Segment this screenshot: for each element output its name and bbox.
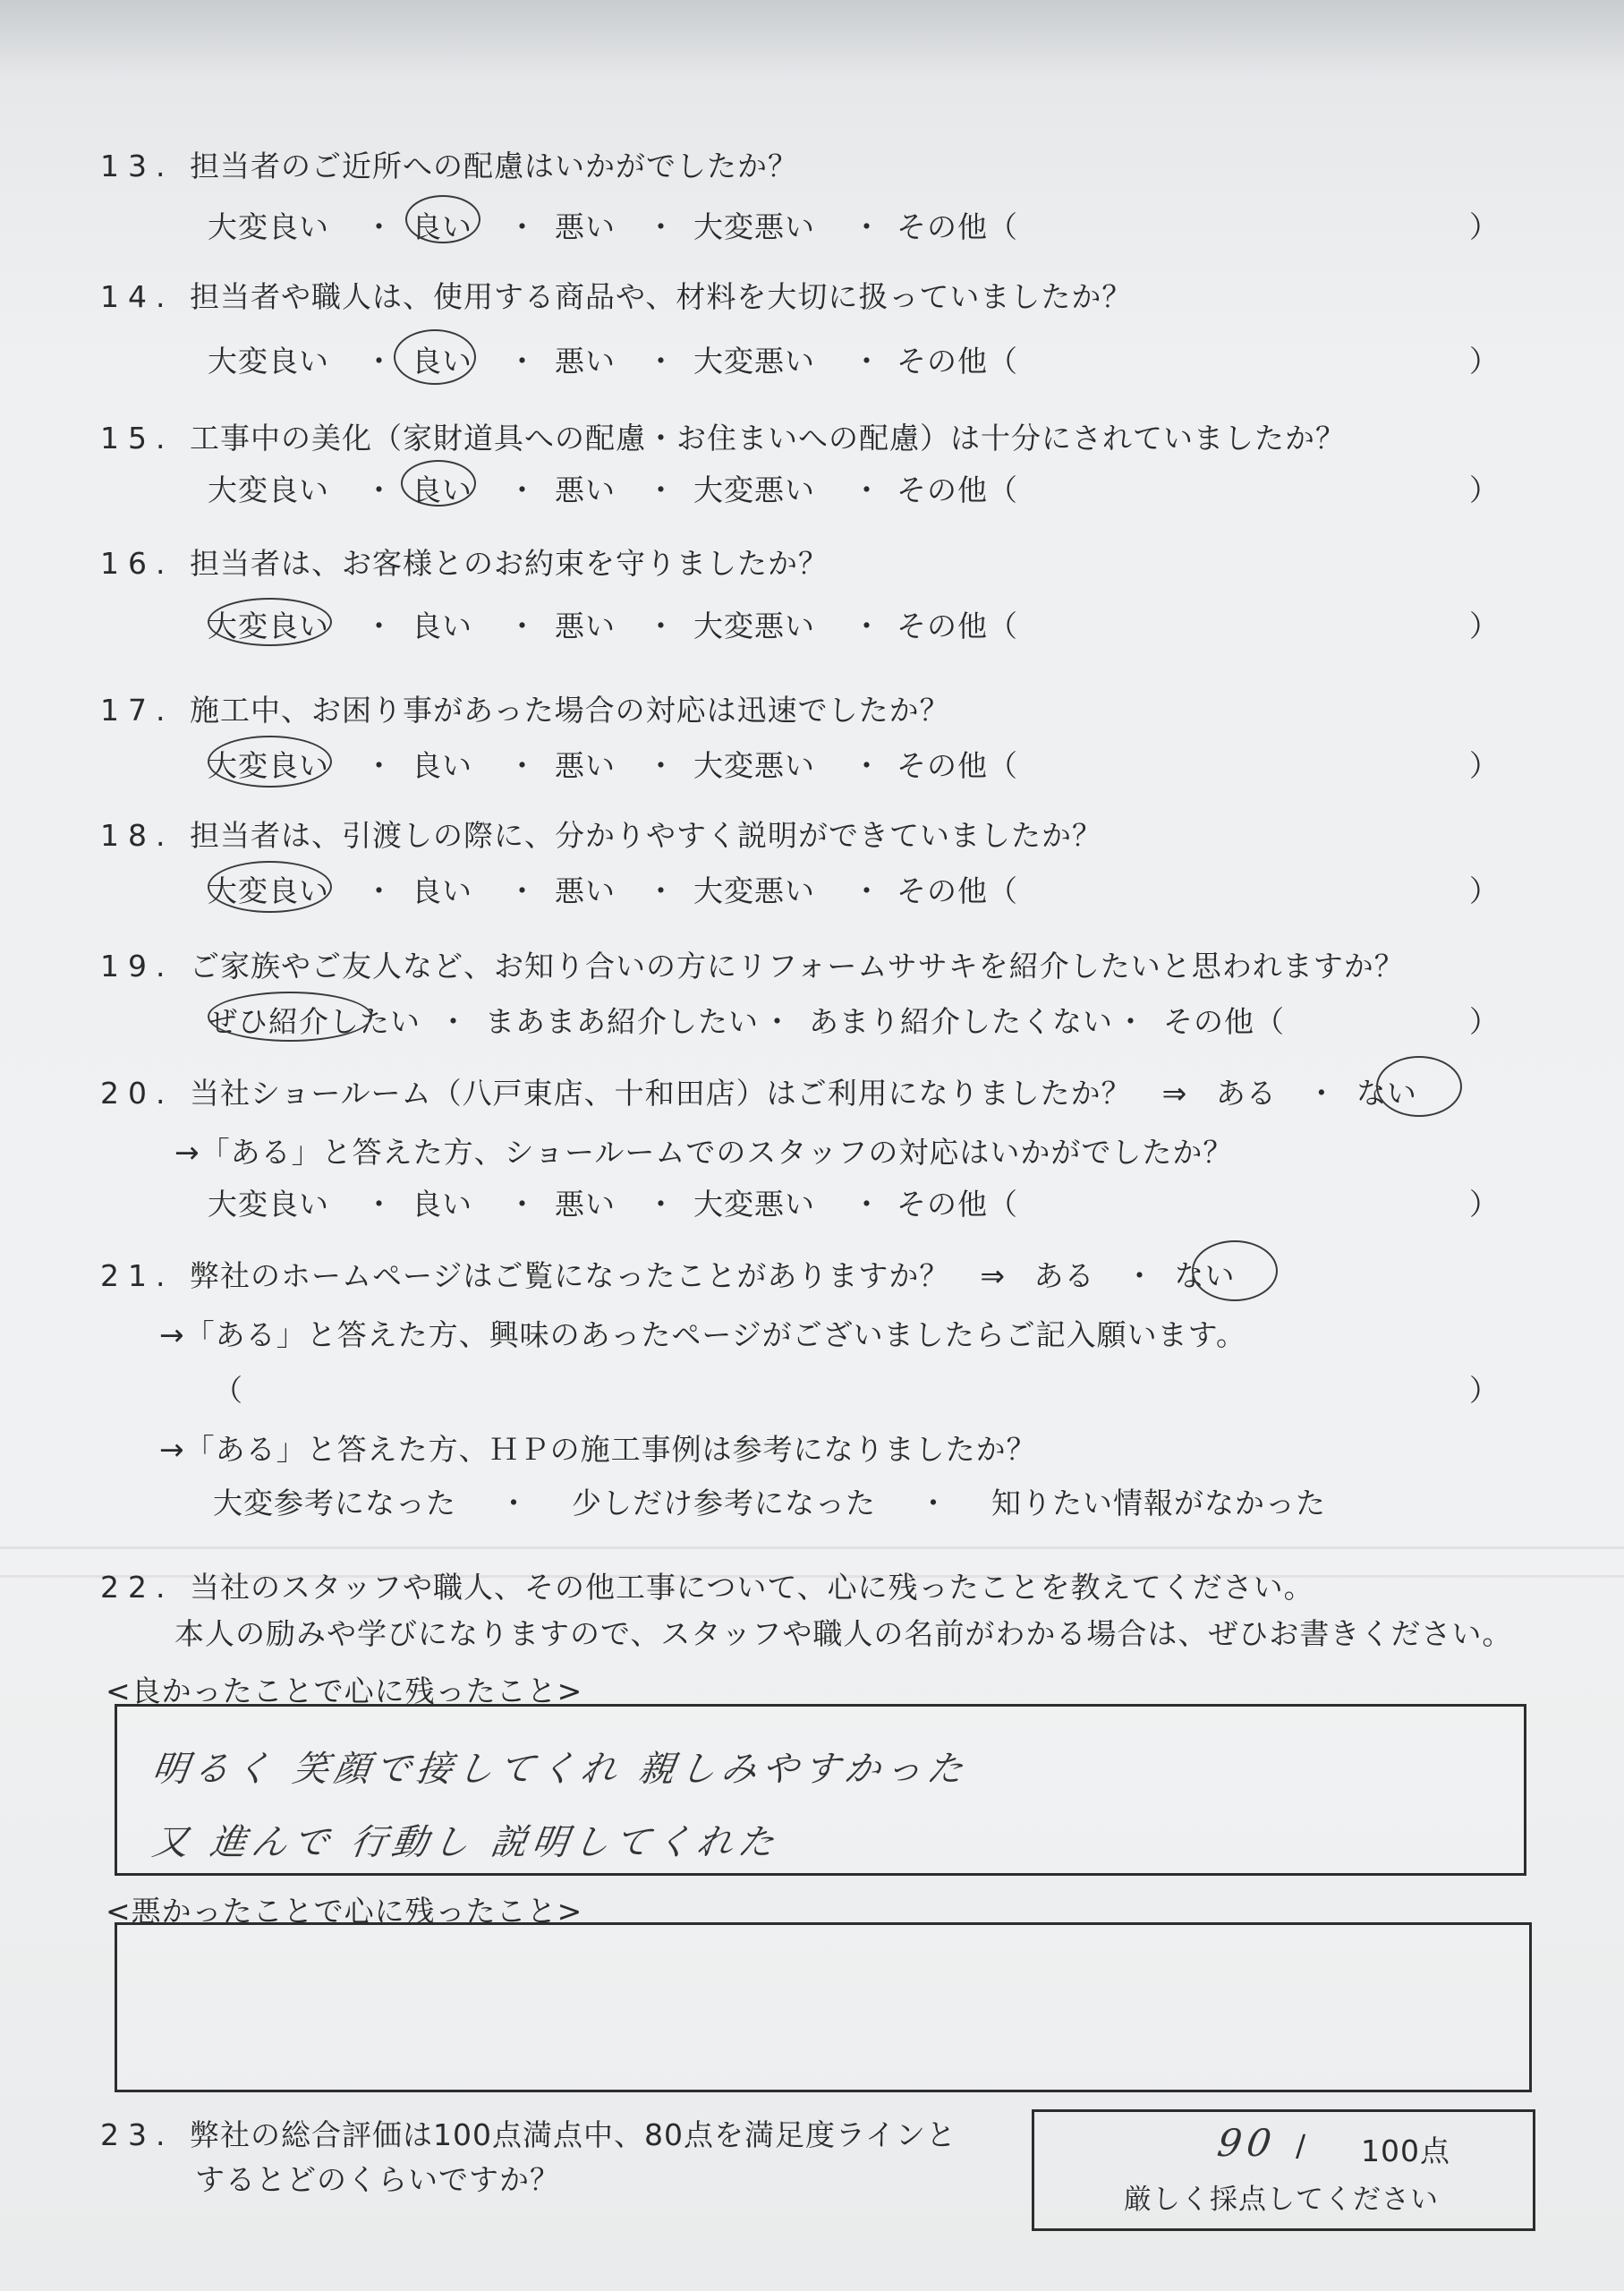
good-comments-box[interactable] (115, 1704, 1526, 1876)
paren-close: ） (1469, 748, 1500, 783)
score-slash: / (1296, 2128, 1307, 2163)
paren-open: （ (213, 1373, 243, 1408)
option-very-good[interactable]: 大変良い (208, 344, 329, 379)
separator: ・ (507, 344, 538, 379)
question-number: 21. (100, 1258, 174, 1293)
question-22 (100, 1564, 1314, 1606)
question-16 (100, 541, 829, 583)
option-good[interactable]: 良い (412, 344, 472, 379)
option-rather-not-recommend[interactable]: あまり紹介したくない (809, 1004, 1113, 1039)
separator: ・ (762, 1004, 793, 1039)
separator: ・ (364, 1187, 395, 1222)
question-20 (100, 1070, 1417, 1112)
question-text: 弊社のホームページはご覧になったことがありますか？ ⇒ (190, 1258, 1006, 1293)
option-bad[interactable]: 悪い (555, 609, 616, 643)
score-max: 100点 (1361, 2133, 1450, 2168)
separator: ・ (852, 473, 882, 507)
question-text: ご家族やご友人など、お知り合いの方にリフォームササキを紹介したいと思われますか？ (190, 949, 1405, 984)
handwritten-score: 90 (1214, 2121, 1280, 2165)
option-very-good[interactable]: 大変良い (208, 209, 329, 244)
paren-close: ） (1469, 473, 1500, 507)
question-number: 16. (100, 546, 174, 581)
option-bad[interactable]: 悪い (555, 344, 616, 379)
separator: ・ (852, 1187, 882, 1222)
separator: ・ (1116, 1004, 1146, 1039)
answer-yes[interactable]: ある (1033, 1258, 1095, 1293)
option-bad[interactable]: 悪い (555, 873, 616, 908)
option-good[interactable]: 良い (412, 1187, 472, 1222)
separator: ・ (438, 1004, 469, 1039)
separator: ・ (1125, 1258, 1155, 1293)
option-other[interactable]: その他（ (897, 1187, 1018, 1222)
option-good[interactable]: 良い (412, 748, 472, 783)
answer-yes[interactable]: ある (1215, 1076, 1277, 1111)
separator: ・ (507, 209, 538, 244)
separator: ・ (852, 209, 882, 244)
question-19 (100, 943, 1405, 985)
option-bad[interactable]: 悪い (555, 209, 616, 244)
separator: ・ (646, 873, 676, 908)
option-no-useful-info[interactable]: 知りたい情報がなかった (991, 1486, 1326, 1520)
separator: ・ (364, 873, 395, 908)
question-number: 15. (100, 421, 174, 456)
separator: ・ (364, 344, 395, 379)
option-definitely-recommend[interactable]: ぜひ紹介したい (208, 1004, 421, 1039)
question-22-note: 本人の励みや学びになりますので、スタッフや職人の名前がわかる場合は、ぜひお書きください。 (174, 1616, 1513, 1651)
question-text: 施工中、お困り事があった場合の対応は迅速でしたか？ (190, 693, 950, 728)
separator: ・ (364, 473, 395, 507)
separator: ・ (507, 748, 538, 783)
separator: ・ (507, 473, 538, 507)
option-very-good[interactable]: 大変良い (208, 1187, 329, 1222)
option-other[interactable]: その他（ (897, 473, 1018, 507)
question-text: 当社ショールーム（八戸東店、十和田店）はご利用になりましたか？ ⇒ (190, 1076, 1188, 1111)
option-somewhat-recommend[interactable]: まあまあ紹介したい (485, 1004, 759, 1039)
separator: ・ (364, 209, 395, 244)
handwritten-comment-line2: 又 進んで 行動し 説明してくれた (149, 1822, 782, 1863)
option-bad[interactable]: 悪い (555, 748, 616, 783)
question-number: 19. (100, 949, 174, 984)
question-20-followup: →「ある」と答えた方、ショールームでのスタッフの対応はいかがでしたか？ (174, 1135, 1234, 1170)
question-13 (100, 143, 798, 185)
option-bad[interactable]: 悪い (555, 473, 616, 507)
separator: ・ (646, 609, 676, 643)
question-21-followup-1: →「ある」と答えた方、興味のあったページがございましたらご記入願います。 (159, 1317, 1247, 1352)
paren-close: ） (1469, 1187, 1500, 1222)
good-section-heading: <良かったことで心に残ったこと> (106, 1674, 583, 1708)
option-very-bad[interactable]: 大変悪い (693, 1187, 815, 1222)
option-good[interactable]: 良い (412, 873, 472, 908)
option-other[interactable]: その他（ (897, 873, 1018, 908)
option-very-helpful[interactable]: 大変参考になった (213, 1486, 456, 1520)
separator: ・ (646, 1187, 676, 1222)
option-other[interactable]: その他（ (1163, 1004, 1285, 1039)
question-text: 担当者は、引渡しの際に、分かりやすく説明ができていましたか？ (190, 818, 1102, 853)
question-number: 22. (100, 1570, 174, 1605)
question-17 (100, 687, 950, 729)
paren-close: ） (1469, 609, 1500, 643)
separator: ・ (1306, 1076, 1338, 1111)
option-somewhat-helpful[interactable]: 少しだけ参考になった (572, 1486, 876, 1520)
separator: ・ (507, 1187, 538, 1222)
reference-options-21 (213, 1480, 1326, 1522)
option-good[interactable]: 良い (412, 473, 472, 507)
paren-close: ） (1469, 344, 1500, 379)
option-very-bad[interactable]: 大変悪い (693, 873, 815, 908)
question-18 (100, 813, 1102, 855)
answer-no[interactable]: ない (1356, 1076, 1417, 1111)
separator: ・ (646, 209, 676, 244)
question-text: 担当者は、お客様とのお約束を守りましたか？ (190, 546, 829, 581)
option-good[interactable]: 良い (412, 609, 472, 643)
option-other[interactable]: その他（ (897, 609, 1018, 643)
separator: ・ (646, 344, 676, 379)
option-other[interactable]: その他（ (897, 209, 1018, 244)
question-number: 23. (100, 2117, 174, 2152)
option-very-good[interactable]: 大変良い (208, 873, 329, 908)
separator: ・ (646, 748, 676, 783)
paren-close: ） (1469, 873, 1500, 908)
question-21-followup-2: →「ある」と答えた方、ＨＰの施工事例は参考になりましたか？ (159, 1432, 1037, 1467)
option-very-good[interactable]: 大変良い (208, 473, 329, 507)
handwritten-comment-line1: 明るく 笑顔で接してくれ 親しみやすかった (149, 1749, 972, 1790)
separator: ・ (852, 873, 882, 908)
paren-close: ） (1469, 209, 1500, 244)
separator: ・ (646, 473, 676, 507)
score-box[interactable] (1032, 2109, 1535, 2231)
question-number: 17. (100, 693, 174, 728)
question-21 (100, 1253, 1236, 1295)
question-text: 担当者や職人は、使用する商品や、材料を大切に扱っていましたか？ (190, 279, 1133, 314)
separator: ・ (507, 873, 538, 908)
option-very-bad[interactable]: 大変悪い (693, 344, 815, 379)
question-text: 弊社の総合評価は100点満点中、80点を満足度ラインと (190, 2117, 957, 2152)
separator: ・ (852, 609, 882, 643)
separator: ・ (498, 1486, 530, 1520)
option-very-bad[interactable]: 大変悪い (693, 748, 815, 783)
option-bad[interactable]: 悪い (555, 1187, 616, 1222)
paren-close: ） (1469, 1004, 1500, 1039)
answer-no[interactable]: ない (1174, 1258, 1236, 1293)
separator: ・ (918, 1486, 949, 1520)
question-23-cont: するとどのくらいですか？ (195, 2162, 560, 2197)
question-23 (100, 2112, 957, 2154)
question-15 (100, 415, 1346, 457)
option-good[interactable]: 良い (412, 209, 472, 244)
separator: ・ (364, 609, 395, 643)
option-very-bad[interactable]: 大変悪い (693, 473, 815, 507)
option-very-good[interactable]: 大変良い (208, 609, 329, 643)
question-text: 工事中の美化（家財道具への配慮・お住まいへの配慮）は十分にされていましたか？ (190, 421, 1346, 456)
question-number: 18. (100, 818, 174, 853)
option-very-bad[interactable]: 大変悪い (693, 609, 815, 643)
question-14 (100, 274, 1132, 316)
option-other[interactable]: その他（ (897, 344, 1018, 379)
option-very-bad[interactable]: 大変悪い (693, 209, 815, 244)
option-other[interactable]: その他（ (897, 748, 1018, 783)
question-text: 担当者のご近所への配慮はいかがでしたか？ (190, 149, 798, 183)
question-text: 当社のスタッフや職人、その他工事について、心に残ったことを教えてください。 (190, 1570, 1314, 1605)
option-very-good[interactable]: 大変良い (208, 748, 329, 783)
question-number: 20. (100, 1076, 174, 1111)
bad-comments-box[interactable] (115, 1922, 1532, 2092)
question-number: 13. (100, 149, 174, 183)
separator: ・ (852, 748, 882, 783)
separator: ・ (507, 609, 538, 643)
separator: ・ (852, 344, 882, 379)
paren-close: ） (1469, 1373, 1500, 1408)
question-number: 14. (100, 279, 174, 314)
separator: ・ (364, 748, 395, 783)
bad-section-heading: <悪かったことで心に残ったこと> (106, 1894, 583, 1929)
score-note: 厳しく採点してください (1124, 2184, 1439, 2216)
